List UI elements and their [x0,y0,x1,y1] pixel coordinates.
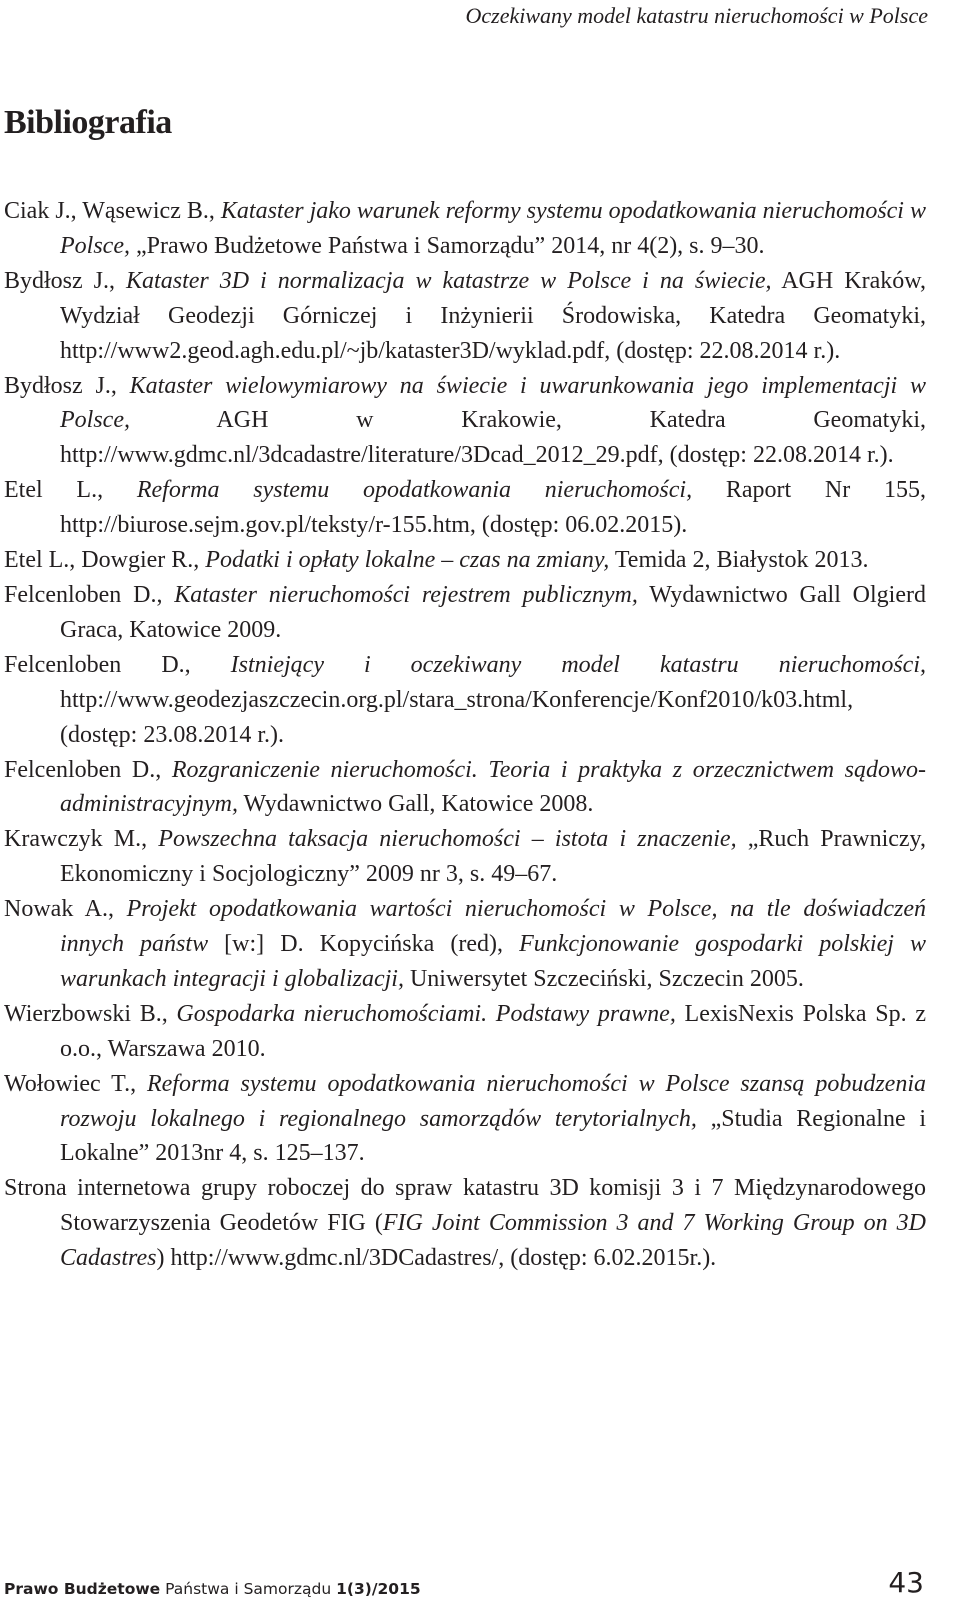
entry-text: Wierzbowski B., [4,1000,177,1027]
entry-text: „Prawo Budżetowe Państwa i Samorządu” 2014, nr 4(2), s. 9–30. [129,232,765,259]
entry-text: Etel L., [4,477,137,504]
bibliography-entry [4,264,926,369]
page-number: 43 [888,1566,924,1599]
entry-text: Felcenloben D., [4,651,231,678]
bibliography-entry [4,892,926,997]
bibliography-entry [4,473,926,543]
entry-text: Bydłosz J., [4,267,127,294]
entry-text: LexisNexis Polska Sp. z o.o., Warszawa 2010. [60,1000,926,1062]
bibliography-list [4,194,926,1276]
entry-text: Etel L., Dowgier R., [4,547,206,574]
entry-text: ) http://www.gdmc.nl/3DCadastres/, (dostęp: 6.02.2015r.). [156,1245,717,1272]
entry-title: Kataster 3D i normalizacja w katastrze w Polsce i na świecie, [126,267,772,294]
entry-title: Reforma systemu opodatkowania nieruchomości w Polsce szansą pobudzenia rozwoju lokalnego i regionalnego samorządów terytorialnych, [60,1070,926,1132]
entry-text: Ciak J., Wąsewicz B., [4,198,221,224]
entry-text: http://www.geodezjaszczecin.org.pl/stara_strona/Konferencje/Konf2010/k03.html, (dostęp: 23.08.2014 r.). [60,686,854,748]
bibliography-entry [4,648,926,753]
entry-text: Strona internetowa grupy roboczej do spraw katastru 3D komisji 3 i 7 Międzynarodowego Stowarzyszenia Geodetów FIG ( [4,1175,926,1237]
entry-text: AGH Kraków, Wydział Geodezji Górniczej i Inżynierii Środowiska, Katedra Geomatyki, http://www2.geod.agh.edu.pl/~jb/kataster3D/wyklad.pdf, (dostęp: 22.08.2014 r.). [60,267,926,364]
entry-title: Funkcjonowanie gospodarki polskiej w warunkach integracji i globalizacji, [60,931,926,992]
bibliography-entry [4,1067,926,1172]
entry-title: Reforma systemu opodatkowania nieruchomości, [136,477,693,504]
bibliography-entry [4,1171,926,1276]
entry-text: Nowak A., [4,896,127,923]
entry-text: Felcenloben D., [4,756,172,783]
entry-title: Kataster wielowymiarowy na świecie i uwarunkowania jego implementacji w Polsce, [60,372,926,434]
entry-title: Istniejący i oczekiwany model katastru nieruchomości, [230,651,926,678]
entry-title: FIG Joint Commission 3 and 7 Working Group on 3D Cadastres [60,1210,926,1272]
entry-text: „Studia Regionalne i Lokalne” 2013nr 4, s. 125–137. [60,1105,926,1167]
entry-text: Temida 2, Białystok 2013. [609,547,869,574]
bibliography-entry [4,753,926,823]
entry-title: Kataster jako warunek reformy systemu opodatkowania nieruchomości w Polsce, [60,198,926,259]
entry-title: Podatki i opłaty lokalne – czas na zmiany, [205,547,610,574]
journal-name-regular: Państwa i Samorządu [160,1580,337,1598]
entry-text: AGH w Krakowie, Katedra Geomatyki, http://www.gdmc.nl/3dcadastre/literature/3Dcad_2012_29.pdf, (dostęp: 22.08.2014 r.). [60,407,926,469]
entry-text: Wydawnictwo Gall Olgierd Graca, Katowice 2009. [60,581,926,643]
bibliography-entry [4,578,926,648]
journal-issue: 1(3)/2015 [336,1580,421,1598]
entry-title: Powszechna taksacja nieruchomości – istota i znaczenie, [158,826,737,853]
entry-text: Raport Nr 155, http://biurose.sejm.gov.pl/teksty/r-155.htm, (dostęp: 06.02.2015). [60,477,927,539]
journal-name [4,1580,421,1598]
entry-text: Uniwersytet Szczeciński, Szczecin 2005. [403,965,804,992]
entry-text: „Ruch Prawniczy, Ekonomiczny i Socjologiczny” 2009 nr 3, s. 49–67. [60,826,926,888]
entry-title: Gospodarka nieruchomościami. Podstawy prawne, [176,1000,676,1027]
entry-text: Krawczyk M., [4,826,159,853]
entry-text: Felcenloben D., [4,581,175,608]
bibliography-entry [4,369,926,474]
entry-text: [w:] D. Kopycińska (red), [208,931,520,958]
bibliography-entry [4,194,926,264]
entry-title: Rozgraniczenie nieruchomości. Teoria i praktyka z orzecznictwem sądowo-administracyjnym, [60,756,927,818]
entry-text: Bydłosz J., [4,372,130,399]
bibliography-entry [4,822,926,892]
running-header: Oczekiwany model katastru nieruchomości w Polsce [465,3,928,28]
section-title: Bibliografia [4,103,172,141]
journal-name-bold: Prawo Budżetowe [4,1580,161,1598]
entry-title: Kataster nieruchomości rejestrem publicznym, [174,581,638,608]
bibliography-entry [4,997,926,1067]
page-footer [4,1566,926,1604]
entry-text: Wołowiec T., [4,1070,147,1097]
entry-text: Wydawnictwo Gall, Katowice 2008. [237,791,594,818]
bibliography-entry [4,543,926,578]
entry-title: Projekt opodatkowania wartości nieruchomości w Polsce, na tle doświadczeń innych państw [60,896,926,958]
